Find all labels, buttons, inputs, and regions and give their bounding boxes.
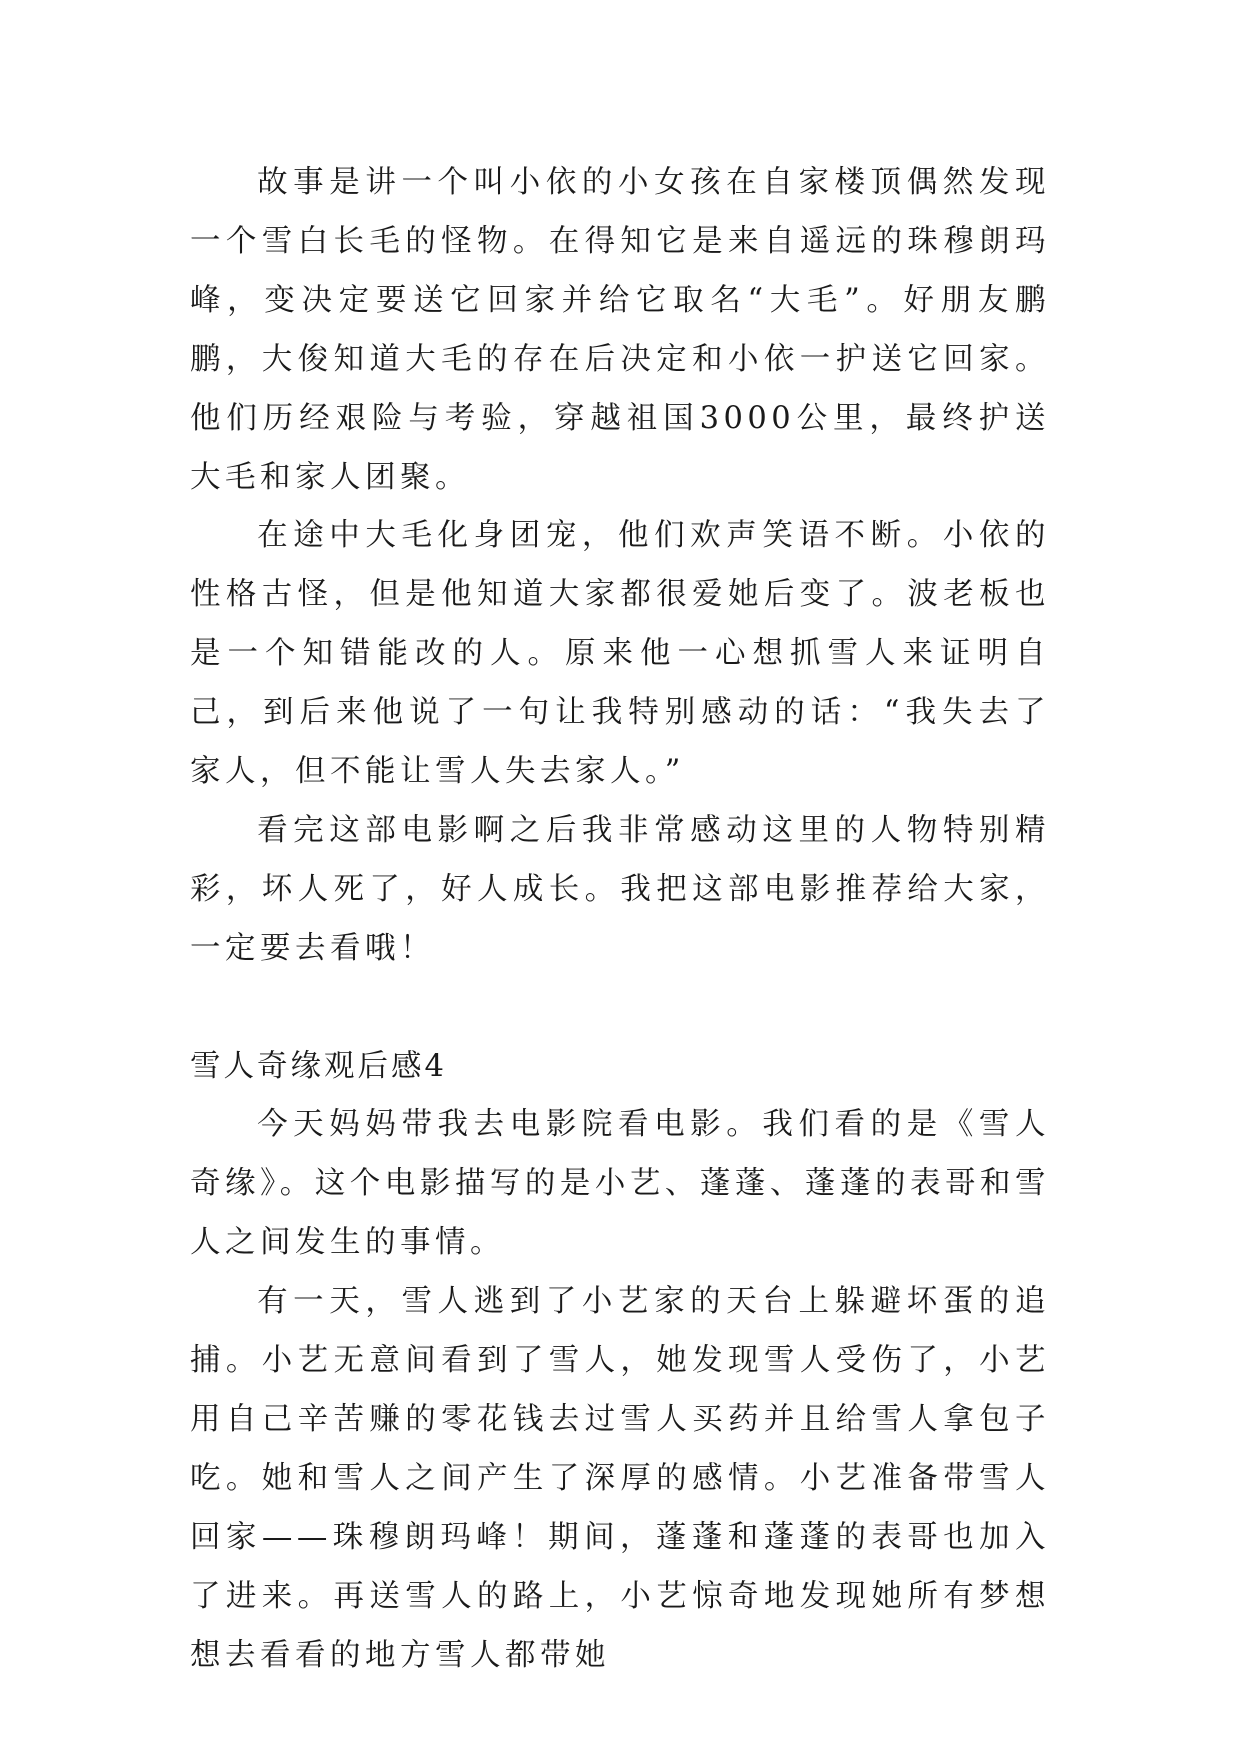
paragraph-conclusion: 看完这部电影啊之后我非常感动这里的人物特别精彩，坏人死了，好人成长。我把这部电影推荐给大家，一定要去看哦！: [190, 812, 1050, 966]
document-body: [190, 154, 1050, 1686]
section-title: 雪人奇缘观后感4: [190, 1048, 447, 1084]
paragraph-intro: 今天妈妈带我去电影院看电影。我们看的是《雪人奇缘》。这个电影描写的是小艺、蓬蓬、蓬蓬的表哥和雪人之间发生的事情。: [190, 1107, 1050, 1261]
paragraph-journey: 在途中大毛化身团宠，他们欢声笑语不断。小依的性格古怪，但是他知道大家都很爱她后变了。波老板也是一个知错能改的人。原来他一心想抓雪人来证明自己，到后来他说了一句让我特别感动的话：“我失去了家人，但不能让雪人失去家人。”: [190, 518, 1050, 790]
paragraph-story-summary: 故事是讲一个叫小依的小女孩在自家楼顶偶然发现一个雪白长毛的怪物。在得知它是来自遥远的珠穆朗玛峰，变决定要送它回家并给它取名“大毛”。好朋友鹏鹏，大俊知道大毛的存在后决定和小依一护送它回家。他们历经艰险与考验，穿越祖国3000公里，最终护送大毛和家人团聚。: [190, 165, 1050, 495]
paragraph-plot: 有一天，雪人逃到了小艺家的天台上躲避坏蛋的追捕。小艺无意间看到了雪人，她发现雪人受伤了，小艺用自己辛苦赚的零花钱去过雪人买药并且给雪人拿包子吃。她和雪人之间产生了深厚的感情。小艺准备带雪人回家——珠穆朗玛峰！期间，蓬蓬和蓬蓬的表哥也加入了进来。再送雪人的路上，小艺惊奇地发现她所有梦想想去看看的地方雪人都带她: [190, 1284, 1050, 1673]
